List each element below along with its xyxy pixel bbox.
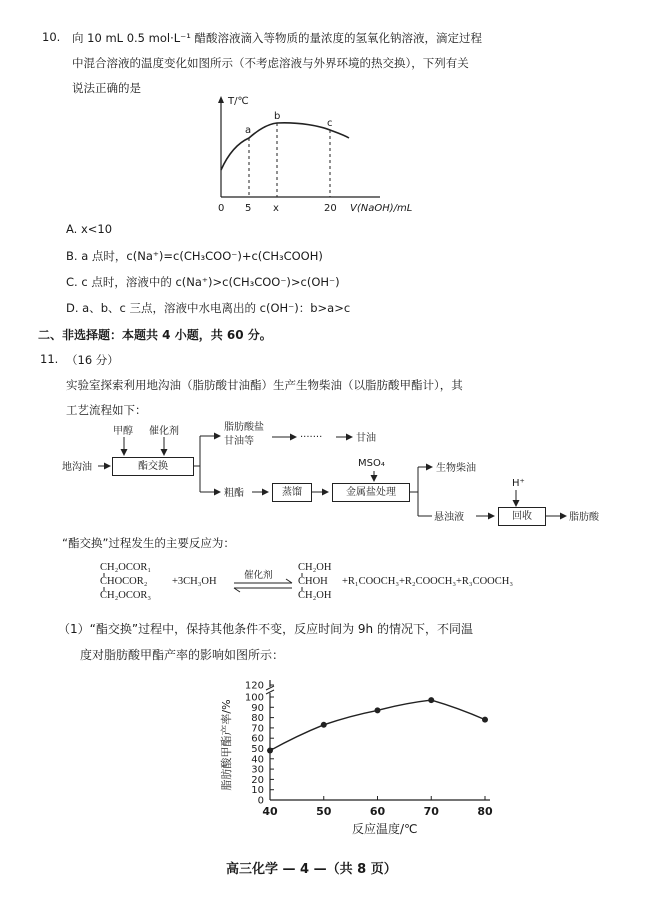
chart2-data-point xyxy=(375,707,381,713)
chart2-ytick-label: 120 xyxy=(244,680,264,692)
q11-number: 11. xyxy=(40,352,59,366)
flow-dots: ······· xyxy=(300,432,323,443)
reactant-line3: CH₂OCOR₃ xyxy=(100,590,152,601)
chart2-ytick-label: 0 xyxy=(257,795,264,807)
reactant-methanol: +3CH₃OH xyxy=(172,576,217,587)
q11-intro-line2: 工艺流程如下： xyxy=(66,403,147,417)
flow-biodiesel: 生物柴油 xyxy=(436,463,476,474)
chart1-tick-x: x xyxy=(273,203,279,214)
flow-h-plus: H⁺ xyxy=(512,478,525,489)
flow-box-recover: 回收 xyxy=(498,507,546,526)
chart1-tick-20: 20 xyxy=(324,203,337,214)
flow-crude-ester: 粗酯 xyxy=(224,488,244,499)
chart2-data-point xyxy=(428,697,434,703)
chart1-origin: 0 xyxy=(218,203,225,214)
flow-fatty-acid: 脂肪酸 xyxy=(569,512,599,523)
chart1-y-label: T/℃ xyxy=(228,96,249,107)
chart2-y-label: 脂肪酸甲酯产率/% xyxy=(220,699,233,791)
chart2-ytick-label: 20 xyxy=(251,774,264,786)
chart1-point-c: c xyxy=(327,118,333,129)
chart2-ytick-label: 40 xyxy=(251,754,264,766)
q10-option-d: D. a、b、c 三点，溶液中水电离出的 c(OH⁻)：b>a>c xyxy=(66,301,351,315)
page-footer: 高三化学 — 4 —（共 8 页） xyxy=(226,862,397,877)
chart2-data-point xyxy=(321,722,327,728)
chart2-ytick-label: 70 xyxy=(251,723,264,735)
reactant-line2: CHOCOR₂ xyxy=(100,576,148,587)
q11-intro-line1: 实验室探索利用地沟油（脂肪酸甘油酯）生产生物柴油（以脂肪酸甲酯计），其 xyxy=(66,378,463,392)
chart1-point-a: a xyxy=(245,125,252,136)
chart2-ytick-label: 90 xyxy=(251,702,264,714)
flow-salt-line1: 脂肪酸盐 xyxy=(224,422,264,433)
reaction-products: +R₁COOCH₃+R₂COOCH₃+R₃COOCH₃ xyxy=(342,576,514,587)
chart2-xtick-label: 70 xyxy=(423,805,439,818)
q10-stem-line3: 说法正确的是 xyxy=(72,81,141,95)
section2-heading: 二、非选择题：本题共 4 小题，共 60 分。 xyxy=(38,328,272,342)
flow-box-transesterify: 酯交换 xyxy=(112,457,194,476)
flow-catalyst: 催化剂 xyxy=(149,426,179,437)
chart2-xtick-label: 50 xyxy=(316,805,332,818)
chart2-xtick-label: 80 xyxy=(477,805,493,818)
product-line2: CHOH xyxy=(298,576,328,587)
chart2-data-point xyxy=(267,748,273,754)
reaction-intro: “酯交换”过程发生的主要反应为： xyxy=(62,536,235,550)
chart2-xtick-label: 40 xyxy=(262,805,278,818)
product-line1: CH₂OH xyxy=(298,562,332,573)
flow-salt-line2: 甘油等 xyxy=(224,436,254,447)
chart2-ytick-label: 60 xyxy=(251,733,264,745)
flow-mso4: MSO₄ xyxy=(358,458,385,469)
q10-stem-line1: 向 10 mL 0.5 mol·L⁻¹ 醋酸溶液滴入等物质的量浓度的氢氧化钠溶液，滴定过程 xyxy=(72,31,482,45)
chart2-ytick-label: 50 xyxy=(251,744,264,755)
q10-stem-line2: 中混合溶液的温度变化如图所示（不考虑溶液与外界环境的热交换），下列有关 xyxy=(72,56,469,70)
q10-option-b: B. a 点时，c(Na⁺)=c(CH₃COO⁻)+c(CH₃COOH) xyxy=(66,249,323,263)
reaction-catalyst: 催化剂 xyxy=(244,570,273,581)
flow-methanol: 甲醇 xyxy=(113,426,133,437)
sub1-line2: 度对脂肪酸甲酯产率的影响如图所示： xyxy=(80,648,285,662)
chart1-tick-5: 5 xyxy=(245,203,252,214)
q10-number: 10. xyxy=(42,30,61,44)
q11-score: （16 分） xyxy=(66,353,119,367)
chart1-point-b: b xyxy=(274,111,281,122)
flow-turbid: 悬浊液 xyxy=(434,512,464,523)
chart2-xtick-label: 60 xyxy=(369,805,386,818)
chart2-ytick-label: 100 xyxy=(244,692,264,704)
chart2-ytick-label: 30 xyxy=(251,764,264,776)
chart2-data-point xyxy=(482,717,488,723)
flow-box-distill: 蒸馏 xyxy=(272,483,312,502)
chart1-x-label: V(NaOH)/mL xyxy=(350,203,413,214)
flow-feed: 地沟油 xyxy=(62,462,92,473)
chart2-ytick-label: 10 xyxy=(251,785,264,797)
flow-glycerol: 甘油 xyxy=(356,433,376,444)
chart2-ytick-label: 80 xyxy=(251,713,264,725)
q10-option-a: A. x<10 xyxy=(66,222,113,236)
chart2-x-label: 反应温度/℃ xyxy=(352,822,418,836)
product-line3: CH₂OH xyxy=(298,590,332,601)
q10-option-c: C. c 点时，溶液中的 c(Na⁺)>c(CH₃COO⁻)>c(OH⁻) xyxy=(66,275,340,289)
sub1-line1: （1）“酯交换”过程中，保持其他条件不变，反应时间为 9h 的情况下，不同温 xyxy=(58,622,473,636)
flow-box-metal-salt: 金属盐处理 xyxy=(332,483,410,502)
reactant-line1: CH₂OCOR₁ xyxy=(100,562,152,573)
